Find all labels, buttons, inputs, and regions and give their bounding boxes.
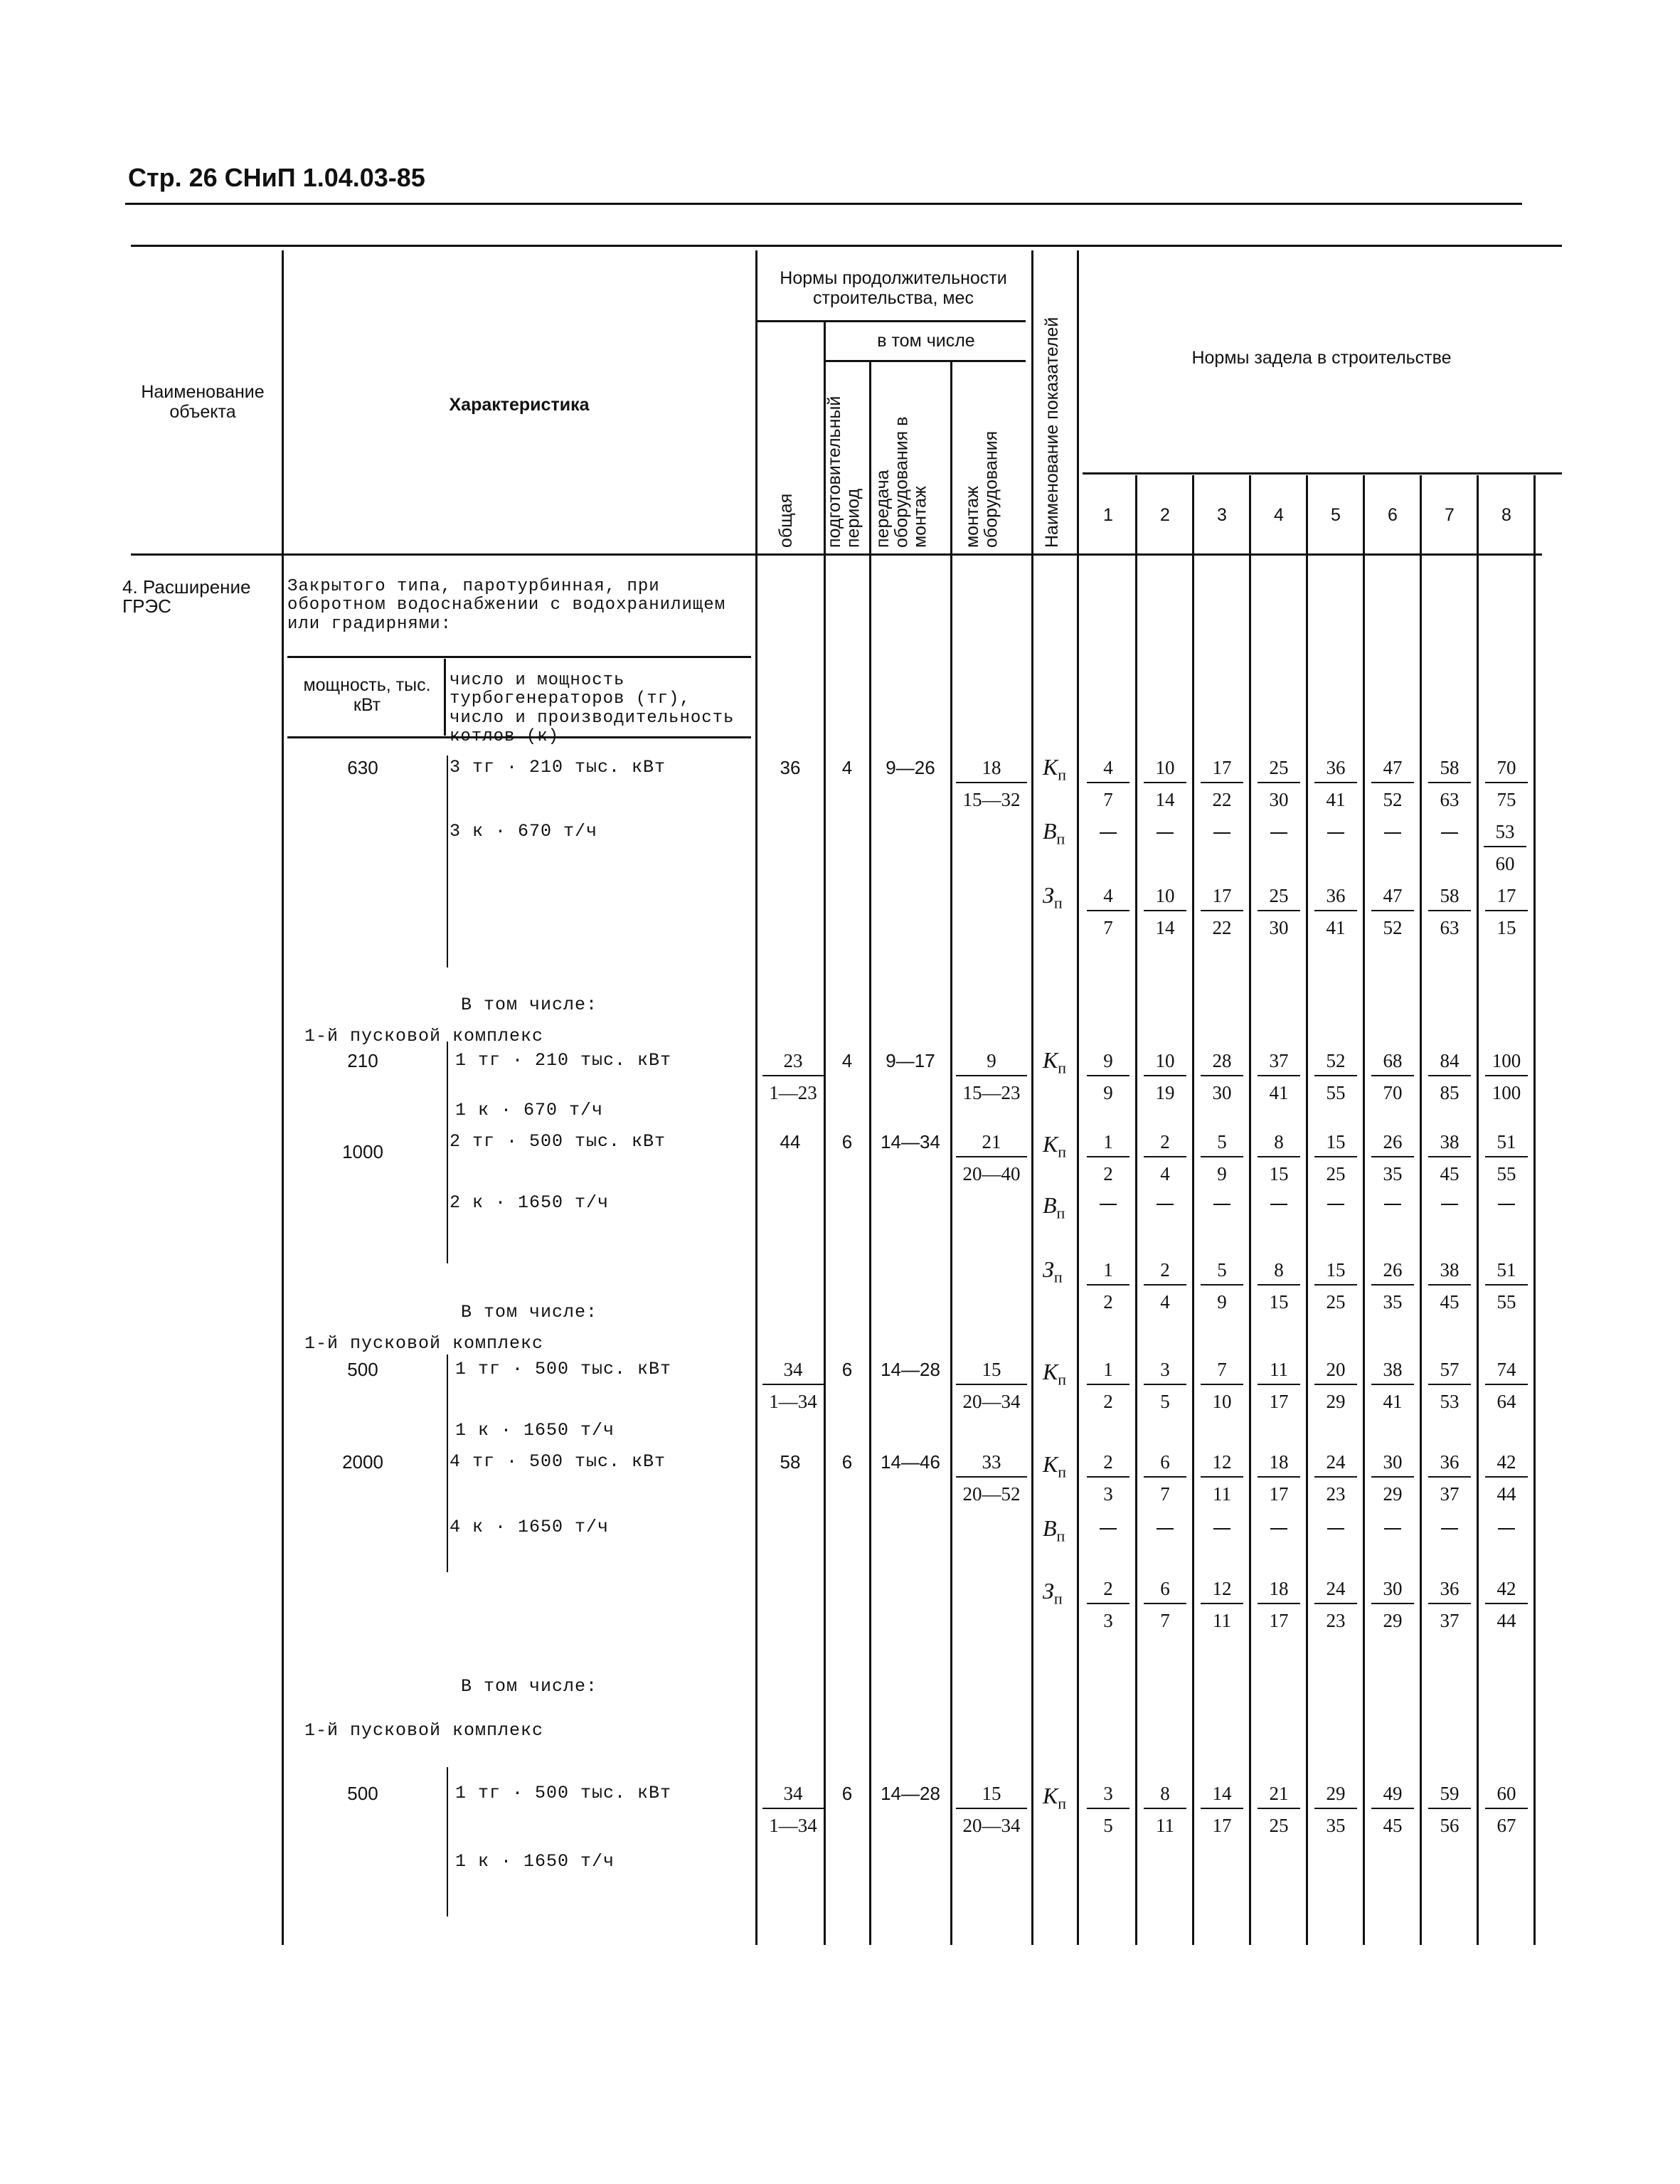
b3-Z-col-8: 51 55: [1485, 1261, 1528, 1312]
col-divider-15: [1533, 475, 1536, 1945]
b6-tg: 1 тг · 500 тыс. кВт: [455, 1783, 672, 1803]
b5-tg: 4 тг · 500 тыс. кВт: [450, 1451, 666, 1472]
b5-Z-col-7: 36 37: [1428, 1579, 1471, 1631]
b6-install: 15 20—34: [956, 1784, 1027, 1835]
b3-V-dash-4: [1270, 1204, 1287, 1205]
header-rule: [125, 203, 1522, 205]
b1-indicator-z: $З_п$: [1043, 882, 1063, 912]
b5-prep: 6: [841, 1451, 853, 1473]
b5-K-col-2: 6 7: [1144, 1453, 1186, 1504]
b3-K-col-2: 2 4: [1144, 1133, 1186, 1184]
b2-install: 9 15—23: [956, 1051, 1027, 1103]
b1-Z-col-4: 25 30: [1258, 886, 1300, 938]
b1-Z-col-2: 10 14: [1144, 886, 1186, 938]
including-subheader-rule: [825, 360, 1026, 362]
b6-K-col-6: 49 45: [1371, 1784, 1414, 1835]
b4-k: 1 к · 1650 т/ч: [455, 1420, 615, 1441]
b6-K-col-5: 29 35: [1314, 1784, 1357, 1835]
b1-V-dash-4: [1270, 832, 1287, 834]
b2-K-col-7: 84 85: [1428, 1051, 1471, 1103]
header-total: общая: [776, 493, 796, 548]
col-divider-2: [755, 250, 757, 1945]
b4-K-col-8: 74 64: [1485, 1360, 1528, 1411]
col-divider-3: [824, 322, 826, 1945]
b6-K-col-7: 59 56: [1428, 1784, 1471, 1835]
b3-V-dash-6: [1384, 1204, 1401, 1205]
b3-Z-col-6: 26 35: [1371, 1261, 1414, 1312]
b5-indicator-v: $В_п$: [1043, 1515, 1065, 1545]
backlog-col-7: 7: [1445, 505, 1455, 525]
b2-tg: 1 тг · 210 тыс. кВт: [455, 1050, 672, 1071]
b4-power: 500: [347, 1359, 378, 1380]
col-divider-4: [869, 361, 871, 1945]
b1-Z-col-3: 17 22: [1201, 886, 1243, 938]
b3-V-dash-5: [1327, 1204, 1344, 1205]
b6-transfer: 14—28: [881, 1783, 940, 1804]
b2-K-col-6: 68 70: [1371, 1051, 1414, 1103]
including-label-2: В том числе:: [461, 1302, 598, 1322]
b1-V-dash-3: [1213, 832, 1230, 834]
backlog-col-4: 4: [1274, 505, 1284, 525]
first-complex-label-3: 1-й пусковой комплекс: [304, 1720, 544, 1741]
b1-V-dash-5: [1327, 832, 1344, 834]
b5-install: 33 20—52: [956, 1453, 1027, 1504]
b3-V-dash-1: [1100, 1204, 1117, 1205]
header-object-name: Наименование объекта: [141, 382, 265, 422]
b5-V-dash-3: [1213, 1528, 1230, 1530]
b5-V-dash-4: [1270, 1528, 1287, 1530]
header-equipment-transfer: передача оборудования в монтаж: [873, 416, 930, 548]
b5-K-col-7: 36 37: [1428, 1453, 1471, 1504]
b6-K-col-8: 60 67: [1485, 1784, 1528, 1835]
b5-K-col-6: 30 29: [1371, 1453, 1414, 1504]
backlog-col-6: 6: [1388, 505, 1398, 525]
header-duration-norms: Нормы продолжительности строительства, мес: [780, 268, 1007, 308]
header-backlog-norms: Нормы задела в строительстве: [1191, 348, 1452, 368]
header-equipment-install: монтаж оборудования: [962, 430, 1001, 548]
b5-K-col-5: 24 23: [1314, 1453, 1357, 1504]
b3-K-col-7: 38 45: [1428, 1133, 1471, 1184]
b2-k: 1 к · 670 т/ч: [455, 1100, 604, 1120]
b1-V-dash-6: [1384, 832, 1401, 834]
table-header-bottom-rule: [131, 553, 1542, 556]
backlog-col-2: 2: [1160, 505, 1170, 525]
b5-V-dash-1: [1100, 1528, 1117, 1530]
b3-prep: 6: [841, 1131, 853, 1152]
b4-tg: 1 тг · 500 тыс. кВт: [455, 1359, 672, 1379]
b6-K-col-4: 21 25: [1258, 1784, 1300, 1835]
b1-K-col-6: 47 52: [1371, 758, 1414, 810]
col-divider-8: [1135, 475, 1137, 1945]
b1-V-dash-7: [1441, 832, 1458, 834]
backlog-col-5: 5: [1331, 505, 1341, 525]
b6-K-col-2: 8 11: [1144, 1784, 1186, 1835]
b3-indicator-z: $З_п$: [1043, 1256, 1063, 1286]
b4-K-col-5: 20 29: [1314, 1360, 1357, 1411]
b4-K-col-3: 7 10: [1201, 1360, 1243, 1411]
b4-transfer: 14—28: [881, 1359, 940, 1380]
header-prep-period: подготовительный период: [824, 396, 863, 548]
b2-K-col-4: 37 41: [1258, 1051, 1300, 1103]
col-divider-10: [1249, 475, 1251, 1945]
b6-indicator-k: $К_п$: [1043, 1783, 1067, 1813]
brace-b2-b3: [447, 1041, 448, 1263]
b1-K-col-3: 17 22: [1201, 758, 1243, 810]
b4-total: 34 1—34: [762, 1360, 824, 1411]
b5-V-dash-7: [1441, 1528, 1458, 1530]
b3-indicator-k: $К_п$: [1043, 1131, 1067, 1161]
b3-Z-col-7: 38 45: [1428, 1261, 1471, 1312]
b3-K-col-6: 26 35: [1371, 1133, 1414, 1184]
b5-V-dash-6: [1384, 1528, 1401, 1530]
table-top-rule: [131, 245, 1562, 247]
b3-V-dash-8: [1498, 1204, 1515, 1205]
b5-Z-col-8: 42 44: [1485, 1579, 1528, 1631]
b1-K-col-4: 25 30: [1258, 758, 1300, 810]
b3-Z-col-3: 5 9: [1201, 1261, 1243, 1312]
b5-indicator-k: $К_п$: [1043, 1451, 1067, 1481]
header-characteristic: Характеристика: [449, 395, 590, 415]
b5-Z-col-4: 18 17: [1258, 1579, 1300, 1631]
b1-K-col-1: 4 7: [1087, 758, 1129, 810]
b3-k: 2 к · 1650 т/ч: [450, 1192, 610, 1213]
backlog-subheader-rule: [1083, 472, 1562, 475]
b4-install: 15 20—34: [956, 1360, 1027, 1411]
col-divider-9: [1192, 475, 1194, 1945]
b5-K-col-4: 18 17: [1258, 1453, 1300, 1504]
b1-V-dash-2: [1157, 832, 1174, 834]
brace-b4-b5: [447, 1355, 448, 1572]
b2-indicator-k: $К_п$: [1043, 1047, 1067, 1077]
b4-indicator-k: $К_п$: [1043, 1359, 1067, 1389]
b2-transfer: 9—17: [886, 1050, 935, 1071]
b3-V-dash-7: [1441, 1204, 1458, 1205]
b5-Z-col-3: 12 11: [1201, 1579, 1243, 1631]
b6-total: 34 1—34: [762, 1784, 824, 1835]
b1-k: 3 к · 670 т/ч: [450, 821, 598, 842]
b5-Z-col-6: 30 29: [1371, 1579, 1414, 1631]
backlog-col-3: 3: [1217, 505, 1227, 525]
b2-K-col-1: 9 9: [1087, 1051, 1129, 1103]
b3-tg: 2 тг · 500 тыс. кВт: [450, 1131, 666, 1152]
b5-K-col-1: 2 3: [1087, 1453, 1129, 1504]
subcol-power: мощность, тыс. кВт: [303, 675, 431, 715]
b3-K-col-3: 5 9: [1201, 1133, 1243, 1184]
b3-transfer: 14—34: [881, 1131, 940, 1152]
b3-Z-col-4: 8 15: [1258, 1261, 1300, 1312]
b3-Z-col-1: 1 2: [1087, 1261, 1129, 1312]
col-divider-14: [1477, 475, 1479, 1945]
b3-install: 21 20—40: [956, 1133, 1027, 1184]
col-divider-7: [1077, 250, 1079, 1945]
b2-K-col-2: 10 19: [1144, 1051, 1186, 1103]
backlog-col-1: 1: [1103, 505, 1113, 525]
col-divider-12: [1363, 475, 1365, 1945]
b1-indicator-v: $В_п$: [1043, 818, 1065, 848]
b1-install: 18 15—32: [956, 758, 1027, 810]
b6-K-col-1: 3 5: [1087, 1784, 1129, 1835]
b2-power: 210: [347, 1050, 378, 1071]
col-divider-11: [1306, 475, 1308, 1945]
b1-power: 630: [347, 757, 378, 778]
b5-transfer: 14—46: [881, 1451, 940, 1473]
b5-indicator-z: $З_п$: [1043, 1578, 1063, 1608]
brace-b6: [447, 1767, 448, 1917]
b5-Z-col-1: 2 3: [1087, 1579, 1129, 1631]
col-divider-1: [282, 250, 284, 1945]
b1-v-value-8: 53 60: [1484, 822, 1526, 874]
b5-Z-col-2: 6 7: [1144, 1579, 1186, 1631]
b3-power: 1000: [342, 1141, 383, 1162]
b6-K-col-3: 14 17: [1201, 1784, 1243, 1835]
brace-b1: [447, 756, 448, 968]
b1-K-col-2: 10 14: [1144, 758, 1186, 810]
b5-k: 4 к · 1650 т/ч: [450, 1517, 610, 1537]
b3-K-col-1: 1 2: [1087, 1133, 1129, 1184]
b4-K-col-6: 38 41: [1371, 1360, 1414, 1411]
b1-prep: 4: [841, 757, 853, 778]
b1-indicator-k: $К_п$: [1043, 754, 1067, 784]
b5-power: 2000: [342, 1451, 383, 1473]
b5-V-dash-5: [1327, 1528, 1344, 1530]
b5-total: 58: [780, 1451, 801, 1473]
b3-indicator-v: $В_п$: [1043, 1192, 1065, 1222]
first-complex-label-1: 1-й пусковой комплекс: [304, 1026, 544, 1046]
b1-Z-col-5: 36 41: [1314, 886, 1357, 938]
b6-power: 500: [347, 1783, 378, 1804]
b3-K-col-5: 15 25: [1314, 1133, 1357, 1184]
subcol-units: число и мощность турбогенераторов (тг), число и производительность котлов (к): [450, 671, 735, 747]
b3-Z-col-2: 2 4: [1144, 1261, 1186, 1312]
b3-K-col-8: 51 55: [1485, 1133, 1528, 1184]
b6-k: 1 к · 1650 т/ч: [455, 1851, 615, 1872]
col-divider-13: [1420, 475, 1422, 1945]
including-label-3: В том числе:: [461, 1676, 598, 1697]
b2-total: 23 1—23: [762, 1051, 824, 1103]
page-title: Стр. 26 СНиП 1.04.03-85: [128, 163, 425, 192]
b6-prep: 6: [841, 1783, 853, 1804]
b5-K-col-3: 12 11: [1201, 1453, 1243, 1504]
b4-K-col-2: 3 5: [1144, 1360, 1186, 1411]
col-divider-5: [950, 361, 952, 1945]
subheader-divider: [444, 659, 446, 736]
b1-Z-col-6: 47 52: [1371, 886, 1414, 938]
b1-Z-col-7: 58 63: [1428, 886, 1471, 938]
header-including: в том числе: [877, 331, 975, 351]
b1-transfer: 9—26: [886, 757, 935, 778]
b1-K-col-5: 36 41: [1314, 758, 1357, 810]
b4-K-col-1: 1 2: [1087, 1360, 1129, 1411]
including-label-1: В том числе:: [461, 995, 598, 1015]
first-complex-label-2: 1-й пусковой комплекс: [304, 1333, 544, 1354]
b1-K-col-8: 70 75: [1485, 758, 1528, 810]
object-name: 4. Расширение ГРЭС: [122, 576, 251, 617]
b3-K-col-4: 8 15: [1258, 1133, 1300, 1184]
b2-K-col-5: 52 55: [1314, 1051, 1357, 1103]
subheader-rule-top: [287, 656, 751, 658]
b1-K-col-7: 58 63: [1428, 758, 1471, 810]
object-description: Закрытого типа, паротурбинная, при оборотном водоснабжении с водохранилищем или градирнями:: [287, 577, 726, 634]
b1-Z-col-8: 17 15: [1485, 886, 1528, 938]
b3-total: 44: [780, 1131, 801, 1152]
b5-Z-col-5: 24 23: [1314, 1579, 1357, 1631]
b5-K-col-8: 42 44: [1485, 1453, 1528, 1504]
b4-prep: 6: [841, 1359, 853, 1380]
b3-V-dash-3: [1213, 1204, 1230, 1205]
b2-K-col-3: 28 30: [1201, 1051, 1243, 1103]
b5-V-dash-8: [1498, 1528, 1515, 1530]
b3-Z-col-5: 15 25: [1314, 1261, 1357, 1312]
b1-V-dash-1: [1100, 832, 1117, 834]
b2-prep: 4: [841, 1050, 853, 1071]
col-divider-6: [1031, 250, 1033, 1945]
b3-V-dash-2: [1157, 1204, 1174, 1205]
b1-Z-col-1: 4 7: [1087, 886, 1129, 938]
b4-K-col-7: 57 53: [1428, 1360, 1471, 1411]
b2-K-col-8: 100 100: [1485, 1051, 1528, 1103]
duration-subheader-rule: [757, 320, 1026, 322]
b1-tg: 3 тг · 210 тыс. кВт: [450, 757, 666, 778]
backlog-col-8: 8: [1501, 505, 1511, 525]
b4-K-col-4: 11 17: [1258, 1360, 1300, 1411]
b5-V-dash-2: [1157, 1528, 1174, 1530]
b1-total: 36: [780, 757, 801, 778]
header-indicator-name: Наименование показателей: [1042, 317, 1062, 548]
